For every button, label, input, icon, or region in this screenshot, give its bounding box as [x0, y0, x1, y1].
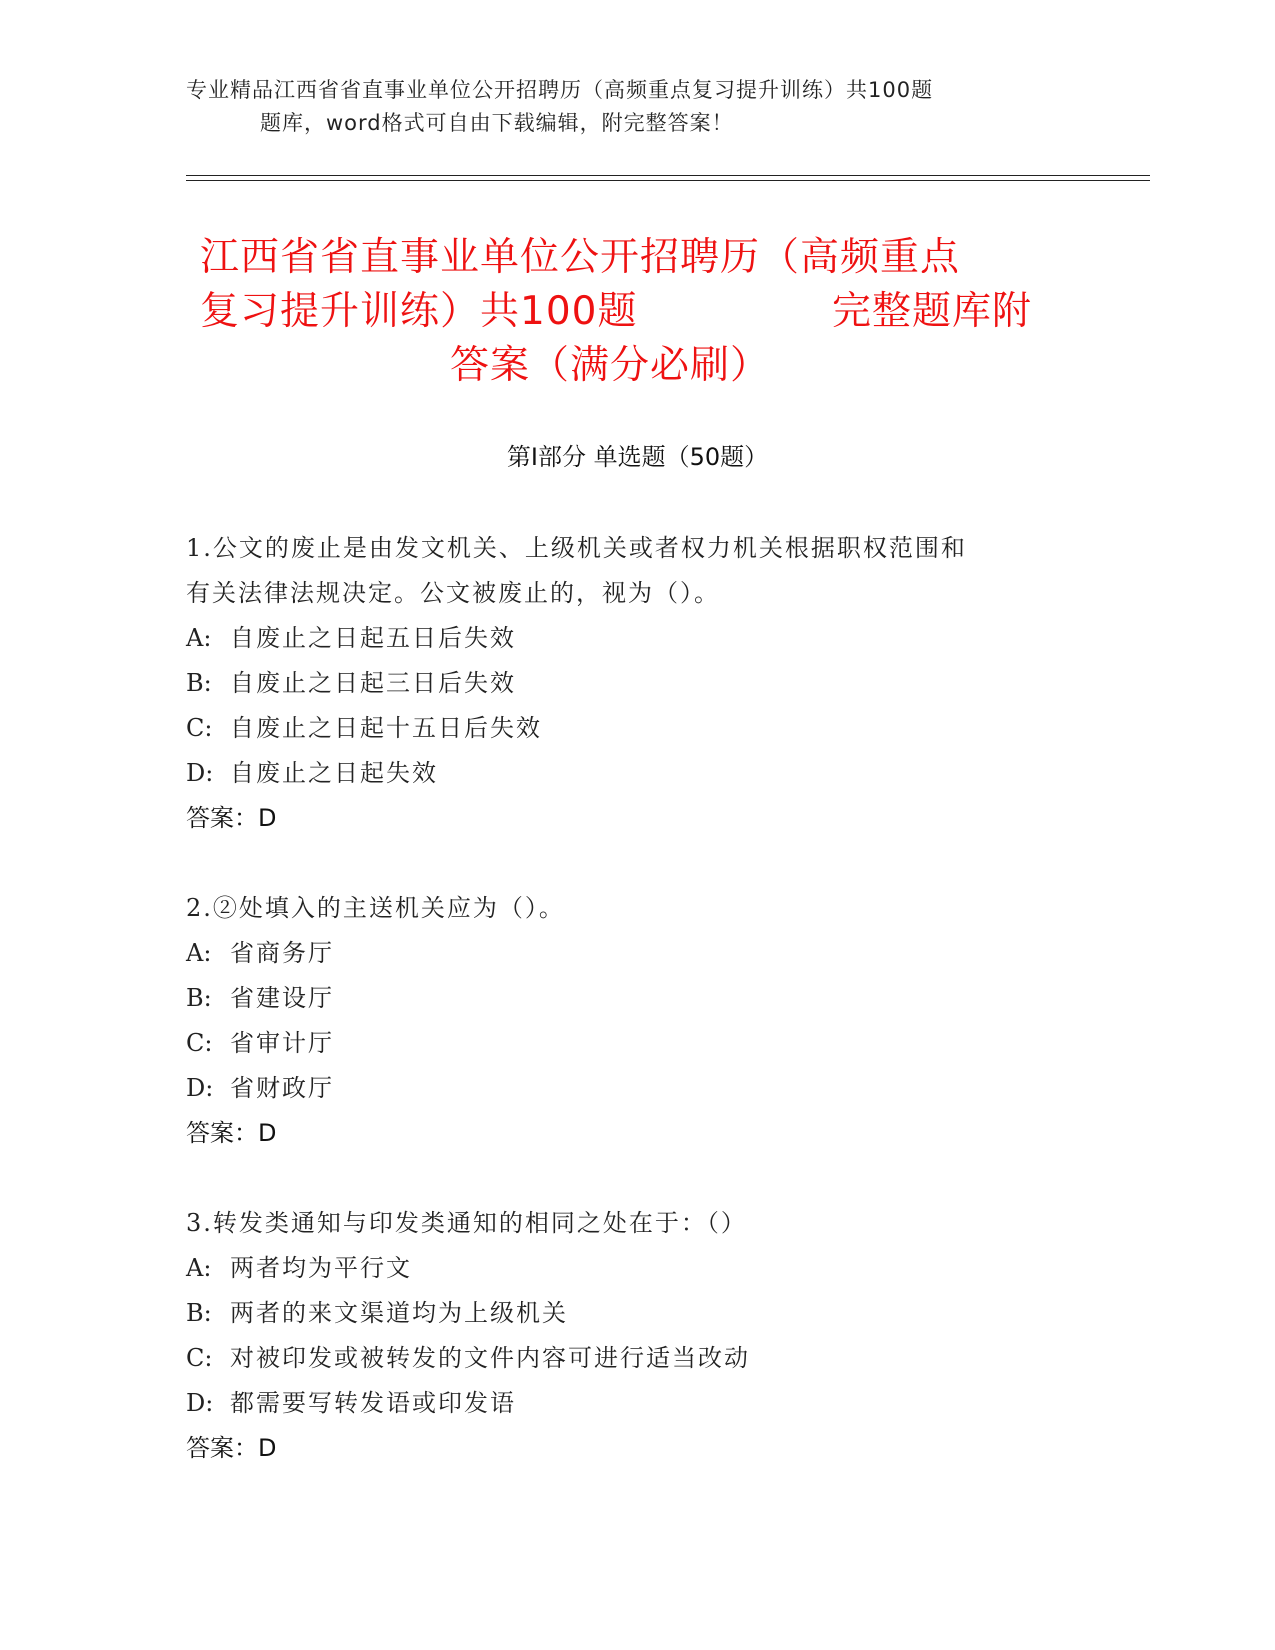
option-text: 省建设厅	[230, 984, 334, 1012]
option-letter: B:	[186, 1299, 212, 1327]
option-text: 两者均为平行文	[230, 1254, 412, 1282]
option-text: 省商务厅	[230, 939, 334, 967]
question-3-stem-line-1: 3.转发类通知与印发类通知的相同之处在于：（）	[186, 1209, 747, 1237]
option-text: 省财政厅	[230, 1074, 334, 1102]
question-1-option-c	[186, 708, 542, 743]
doc-title-line-3: 答案（满分必刷）	[450, 343, 771, 388]
option-text: 省审计厅	[230, 1029, 334, 1057]
question-2-option-c	[186, 1023, 334, 1058]
option-text: 自废止之日起失效	[230, 759, 438, 787]
question-1-option-d	[186, 753, 438, 788]
header-line-1: 专业精品江西省省直事业单位公开招聘历（高频重点复习提升训练）共100题	[186, 78, 934, 102]
question-3-option-c	[186, 1338, 750, 1373]
option-letter: C:	[186, 1029, 213, 1057]
question-2-option-a	[186, 933, 334, 968]
option-letter: D:	[186, 1074, 214, 1102]
question-1-option-b	[186, 663, 516, 698]
header-rule-top	[186, 175, 1150, 176]
question-1-answer: 答案：D	[186, 804, 277, 832]
option-text: 自废止之日起十五日后失效	[230, 714, 542, 742]
doc-title-line-2a: 复习提升训练）共100题	[200, 289, 638, 334]
question-3-answer: 答案：D	[186, 1434, 277, 1462]
question-3-option-b	[186, 1293, 568, 1328]
question-2-stem-line-1: 2.②处填入的主送机关应为（）。	[186, 894, 565, 922]
option-letter: A:	[186, 939, 212, 967]
option-letter: A:	[186, 1254, 212, 1282]
question-2-option-d	[186, 1068, 334, 1103]
option-letter: A:	[186, 624, 212, 652]
question-2-option-b	[186, 978, 334, 1013]
question-1-stem-line-2: 有关法律法规决定。公文被废止的，视为（）。	[186, 579, 720, 607]
question-2-answer: 答案：D	[186, 1119, 277, 1147]
option-letter: D:	[186, 1389, 214, 1417]
section-title: 第Ⅰ部分 单选题（50题）	[506, 443, 769, 471]
option-letter: C:	[186, 1344, 213, 1372]
option-letter: B:	[186, 669, 212, 697]
option-letter: B:	[186, 984, 212, 1012]
question-1-option-a	[186, 618, 516, 653]
option-letter: C:	[186, 714, 213, 742]
option-text: 自废止之日起三日后失效	[230, 669, 516, 697]
option-text: 自废止之日起五日后失效	[230, 624, 516, 652]
option-text: 对被印发或被转发的文件内容可进行适当改动	[230, 1344, 750, 1372]
doc-title-line-1: 江西省省直事业单位公开招聘历（高频重点	[200, 235, 961, 280]
question-1-stem-line-1: 1.公文的废止是由发文机关、上级机关或者权力机关根据职权范围和	[186, 534, 967, 562]
option-letter: D:	[186, 759, 214, 787]
header-line-2: 题库，word格式可自由下载编辑，附完整答案！	[260, 111, 734, 135]
doc-title-line-2b: 完整题库附	[832, 289, 1033, 334]
header-rule-bottom	[186, 180, 1150, 181]
question-3-option-d	[186, 1383, 516, 1418]
option-text: 都需要写转发语或印发语	[230, 1389, 516, 1417]
option-text: 两者的来文渠道均为上级机关	[230, 1299, 568, 1327]
question-3-option-a	[186, 1248, 412, 1283]
